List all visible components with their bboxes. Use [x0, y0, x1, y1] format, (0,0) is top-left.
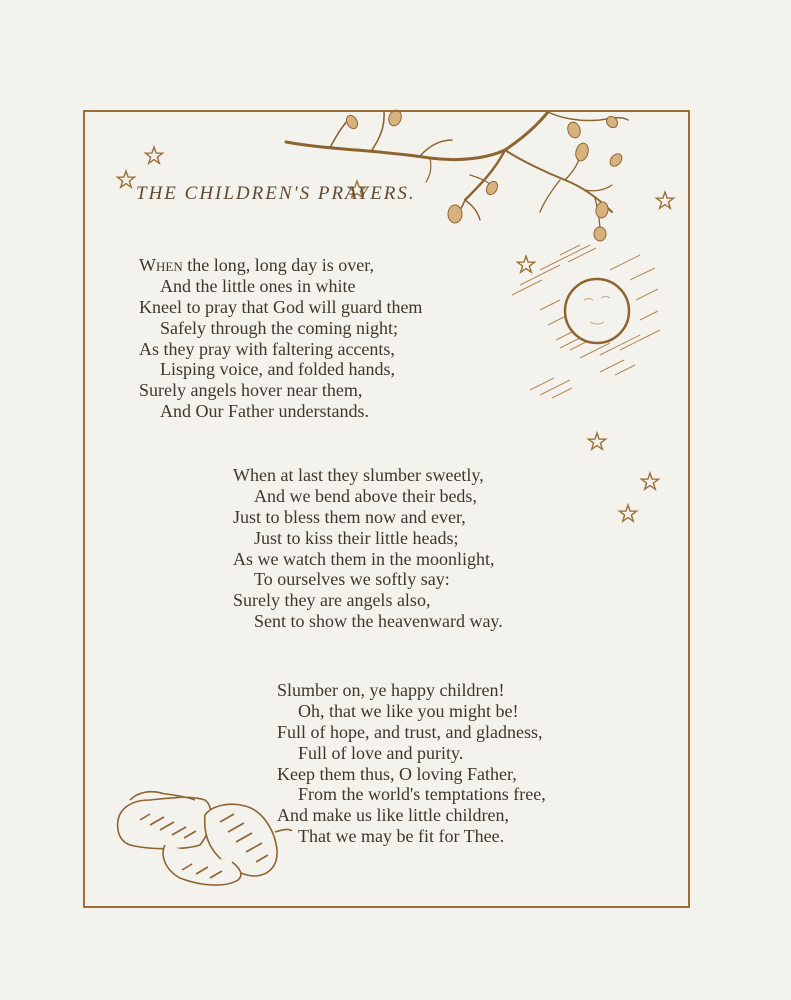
- poem-line: Surely they are angels also,: [233, 590, 431, 611]
- poem-line: As we watch them in the moonlight,: [233, 548, 495, 569]
- poem-line: Slumber on, ye happy children!: [277, 680, 505, 700]
- poem-title: THE CHILDREN'S PRAYERS.: [136, 183, 416, 204]
- stanza-2: [233, 465, 503, 632]
- stanza-3: [277, 680, 546, 847]
- poem-line: And Our Father understands.: [160, 401, 369, 422]
- poem-line: And we bend above their beds,: [254, 485, 477, 506]
- stanza-1: [139, 255, 422, 422]
- line-text: the long, long day is over,: [182, 255, 374, 275]
- poem-line: From the world's temptations free,: [298, 784, 546, 805]
- poem-line: To ourselves we softly say:: [254, 569, 450, 590]
- poem-line: Safely through the coming night;: [160, 317, 398, 338]
- poem-line: Surely angels hover near them,: [139, 380, 363, 401]
- drop-word: When: [139, 255, 183, 275]
- poem-line: Full of love and purity.: [298, 742, 464, 763]
- poem-line: Oh, that we like you might be!: [298, 700, 519, 721]
- poem-line: Sent to show the heavenward way.: [254, 611, 503, 632]
- poem-line: And make us like little children,: [277, 805, 509, 826]
- poem-line: Keep them thus, O loving Father,: [277, 763, 517, 784]
- poem-line: Kneel to pray that God will guard them: [139, 296, 423, 317]
- poem-line: When at last they slumber sweetly,: [233, 465, 484, 485]
- poem-line: And the little ones in white: [160, 275, 356, 296]
- poem-line: As they pray with faltering accents,: [139, 338, 395, 359]
- poem-line: Full of hope, and trust, and gladness,: [277, 721, 543, 742]
- poem-line: Just to kiss their little heads;: [254, 527, 459, 548]
- poem-line: Lisping voice, and folded hands,: [160, 359, 395, 380]
- poem-line: That we may be fit for Thee.: [298, 826, 505, 847]
- poem-line: [139, 255, 422, 276]
- poem-line: Just to bless them now and ever,: [233, 506, 466, 527]
